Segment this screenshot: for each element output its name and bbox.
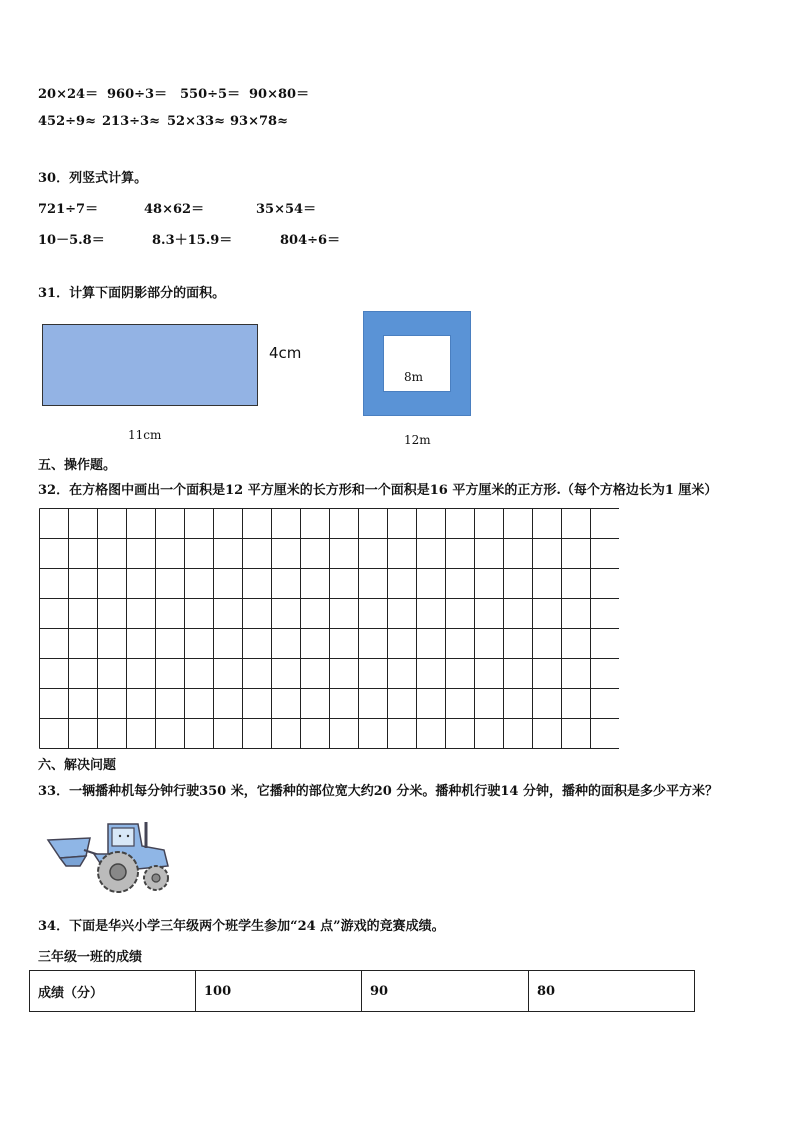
q34-title: 34．下面是华兴小学三年级两个班学生参加“24 点”游戏的竞赛成绩。 [38, 919, 445, 934]
outer-square-label: 12m [404, 433, 431, 447]
inner-square-label: 8m [404, 370, 424, 384]
problem: 721÷7＝ [38, 202, 99, 217]
q31-title: 31．计算下面阴影部分的面积。 [38, 286, 226, 301]
problem: 804÷6＝ [280, 233, 341, 248]
section-6-title: 六、解决问题 [38, 758, 117, 773]
problem: 550÷5＝ [180, 87, 241, 102]
rect-length-label: 11cm [128, 428, 162, 442]
table-cell: 80 [529, 971, 695, 1012]
table-cell: 成绩（分） [30, 971, 196, 1012]
problem: 8.3＋15.9＝ [152, 233, 233, 248]
q30-title: 30．列竖式计算。 [38, 171, 148, 186]
problem: 90×80＝ [249, 87, 310, 102]
problem: 20×24＝ [38, 87, 99, 102]
score-table [29, 970, 695, 1012]
rect-width-label: 4cm [269, 344, 302, 362]
problem: 452÷9≈ [38, 114, 96, 129]
table-cell: 100 [196, 971, 362, 1012]
q32-title: 32．在方格图中画出一个面积是12 平方厘米的长方形和一个面积是16 平方厘米的正方形.（每个方格边长为1 厘米） [38, 483, 718, 498]
problem: 52×33≈ [167, 114, 225, 129]
square-grid [39, 508, 619, 749]
table-cell: 90 [362, 971, 529, 1012]
problem: 10－5.8＝ [38, 233, 105, 248]
problem: 48×62＝ [144, 202, 205, 217]
shaded-rectangle [42, 324, 258, 406]
table-row [30, 971, 695, 1012]
seeder-tractor-illustration [46, 818, 174, 898]
table-caption: 三年级一班的成绩 [38, 950, 143, 965]
problem: 35×54＝ [256, 202, 317, 217]
problem: 213÷3≈ [102, 114, 160, 129]
section-5-title: 五、操作题。 [38, 458, 117, 473]
q33-title: 33．一辆播种机每分钟行驶350 米，它播种的部位宽大约20 分米。播种机行驶14 分钟，播种的面积是多少平方米？ [38, 784, 718, 799]
problem: 960÷3＝ [107, 87, 168, 102]
problem: 93×78≈ [230, 114, 288, 129]
